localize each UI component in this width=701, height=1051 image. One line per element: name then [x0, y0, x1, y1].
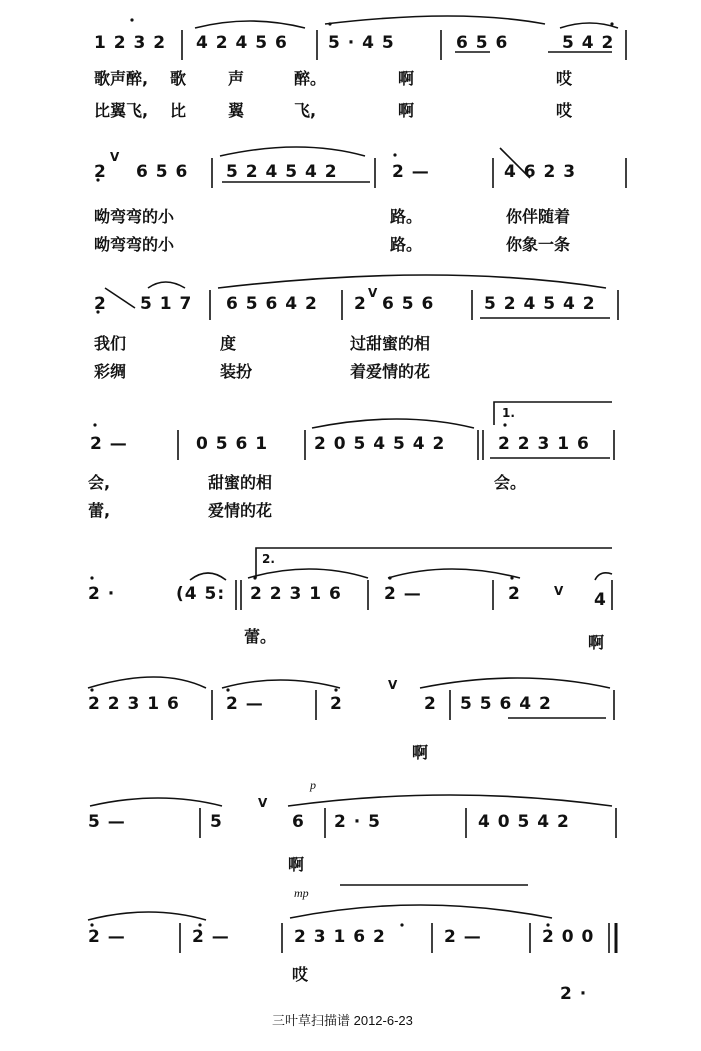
- system-3-measure-1: 2: [94, 294, 107, 314]
- system-6-measure-5: 5 5 6 4 2: [460, 694, 552, 714]
- system-8-measure-1: 2 —: [88, 927, 126, 947]
- system-3-lyric-1-b: 度: [220, 334, 237, 353]
- system-1-lyric-2-b: 比: [170, 101, 187, 120]
- system-5-lyric-1-a: 蕾。: [244, 627, 277, 646]
- system-8-measure-2: 2 —: [192, 927, 230, 947]
- system-2-measure-1: 2: [94, 162, 107, 182]
- system-8-lyric-1-a: 哎: [292, 965, 309, 984]
- breath-mark-3: V: [554, 584, 564, 598]
- system-2-lyric-1-b: 路。: [390, 207, 423, 226]
- system-3-lyric-1-c: 过甜蜜的相: [350, 334, 431, 353]
- system-1-lyric-2-d: 飞,: [294, 101, 317, 120]
- system-1-lyric-2-e: 啊: [398, 101, 415, 120]
- system-4-measure-3: 2 0 5 4 5 4 2: [314, 434, 446, 454]
- system-1-lyric-2-c: 翼: [228, 101, 245, 120]
- system-6-measure-3: 2: [330, 694, 343, 714]
- system-1-lyric-2-f: 哎: [556, 101, 573, 120]
- system-2-lyric-1-a: 呦弯弯的小: [94, 207, 175, 226]
- system-2-measure-5: 4 6 2 3: [504, 162, 577, 182]
- dynamic-mp: mp: [294, 886, 309, 900]
- system-6-measure-2: 2 —: [226, 694, 264, 714]
- system-2-lyric-1-c: 你伴随着: [506, 207, 571, 226]
- system-1-measure-3: 5 · 4 5: [328, 33, 395, 53]
- system-6-measure-1: 2 2 3 1 6: [88, 694, 180, 714]
- system-1-lyric-1-a: 歌声醉,: [94, 69, 149, 88]
- system-5-lyric-1-b: 啊: [588, 633, 605, 652]
- trailing-note: 2 ·: [560, 984, 588, 1004]
- system-1-lyric-1-f: 哎: [556, 69, 573, 88]
- system-3-lyric-2-a: 彩绸: [94, 362, 127, 381]
- system-2-lyric-2-b: 路。: [390, 235, 423, 254]
- system-7-measure-2: 5: [210, 812, 223, 832]
- system-7-measure-1: 5 —: [88, 812, 126, 832]
- system-3-measure-2: 5 1 7: [140, 294, 193, 314]
- system-1-measure-5: 5 4 2: [562, 33, 615, 53]
- system-3-measure-3: 6 5 6 4 2: [226, 294, 318, 314]
- system-1-lyric-1-c: 声: [228, 69, 245, 88]
- system-7-lyric-1-a: 啊: [288, 855, 305, 874]
- system-4-lyric-1-a: 会,: [88, 473, 111, 492]
- system-1-lyric-1-b: 歌: [170, 69, 187, 88]
- breath-mark-5: V: [258, 796, 268, 810]
- system-5-measure-2: (4 5:: [176, 584, 226, 604]
- system-2-lyric-2-c: 你象一条: [506, 235, 571, 254]
- system-6-measure-4: 2: [424, 694, 437, 714]
- breath-mark-1: V: [110, 150, 120, 164]
- system-3-measure-6: 5 2 4 5 4 2: [484, 294, 596, 314]
- system-7-measure-4: 2 · 5: [334, 812, 381, 832]
- system-4-measure-2: 0 5 6 1: [196, 434, 269, 454]
- system-4-measure-4: 2 2 3 1 6: [498, 434, 590, 454]
- system-1-measure-4: 6 5 6: [456, 33, 509, 53]
- system-6-lyric-1-a: 啊: [412, 743, 429, 762]
- system-2-measure-2: 6 5 6: [136, 162, 189, 182]
- system-1-lyric-2-a: 比翼飞,: [94, 101, 149, 120]
- volta-2-label: 2.: [262, 552, 275, 566]
- system-8-measure-5: 2 0 0: [542, 927, 595, 947]
- system-4-lyric-2-b: 爱情的花: [208, 501, 273, 520]
- system-2-lyric-2-a: 呦弯弯的小: [94, 235, 175, 254]
- system-5-measure-1: 2 ·: [88, 584, 116, 604]
- system-1-measure-1: 1 2 3 2: [94, 33, 167, 53]
- system-5-measure-6: 4: [594, 590, 607, 610]
- system-3-lyric-1-a: 我们: [94, 334, 127, 353]
- system-5-measure-4: 2 —: [384, 584, 422, 604]
- breath-mark-2: V: [368, 286, 378, 300]
- system-2-measure-4: 2 —: [392, 162, 430, 182]
- volta-1-label: 1.: [502, 406, 515, 420]
- system-1-lyric-1-d: 醉。: [294, 69, 327, 88]
- system-4-lyric-1-b: 甜蜜的相: [208, 473, 273, 492]
- footer-credit: 三叶草扫描谱 2012-6-23: [272, 1013, 413, 1028]
- system-2-measure-3: 5 2 4 5 4 2: [226, 162, 338, 182]
- system-3-measure-5: 6 5 6: [382, 294, 435, 314]
- system-5-measure-5: 2: [508, 584, 521, 604]
- system-4-lyric-2-a: 蕾,: [88, 501, 111, 520]
- system-3-lyric-2-c: 着爱情的花: [350, 362, 431, 381]
- system-1-measure-2: 4 2 4 5 6: [196, 33, 288, 53]
- dynamic-p: p: [310, 778, 316, 792]
- system-1-lyric-1-e: 啊: [398, 69, 415, 88]
- system-4-measure-1: 2 —: [90, 434, 128, 454]
- system-3-lyric-2-b: 装扮: [220, 362, 253, 381]
- system-7-measure-5: 4 0 5 4 2: [478, 812, 570, 832]
- system-8-measure-4: 2 —: [444, 927, 482, 947]
- system-7-measure-3: 6: [292, 812, 305, 832]
- system-8-measure-3: 2 3 1 6 2: [294, 927, 386, 947]
- system-4-lyric-1-c: 会。: [494, 473, 527, 492]
- breath-mark-4: V: [388, 678, 398, 692]
- system-5-measure-3: 2 2 3 1 6: [250, 584, 342, 604]
- system-3-measure-4: 2: [354, 294, 367, 314]
